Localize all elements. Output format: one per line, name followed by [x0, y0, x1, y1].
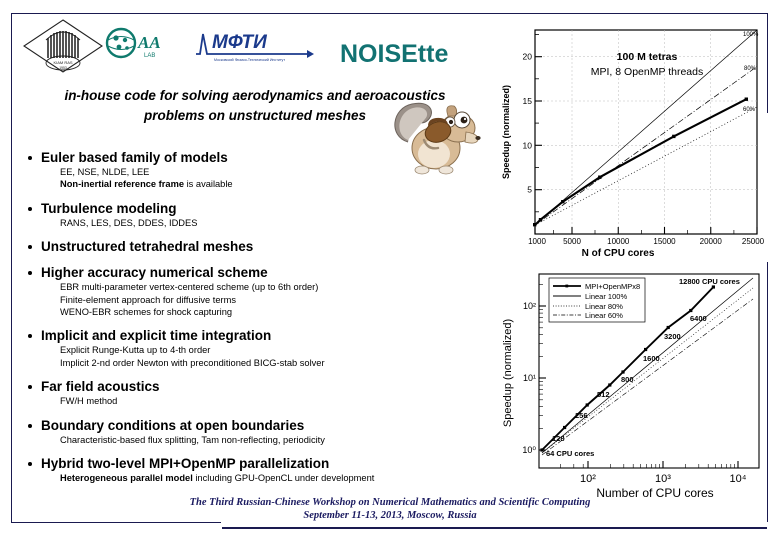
- y-tick-label: 10: [522, 140, 532, 151]
- legend-label: Linear 60%: [585, 311, 623, 320]
- point-label: 6400: [690, 314, 707, 323]
- list-item: [20, 200, 490, 229]
- bullet-subline: FW/H method: [60, 396, 118, 407]
- y-tick-label: 5: [527, 184, 532, 195]
- x-tick-label: 1000: [528, 237, 546, 246]
- frame-line-bottom-left: [11, 522, 221, 523]
- frame-line-bottom-right: [222, 527, 767, 529]
- kiam-logo: [22, 18, 104, 74]
- point-label: 256: [575, 411, 588, 420]
- y-tick-label: 10¹: [522, 373, 536, 383]
- bullet-heading-row: [20, 378, 490, 395]
- bullet-dot-icon: [28, 334, 32, 338]
- top-chart-ylabel: Speedup (normalized): [501, 84, 511, 180]
- bullet-heading: Higher accuracy numerical scheme: [41, 265, 268, 281]
- bullet-heading-row: [20, 200, 490, 217]
- bullet-heading: Euler based family of models: [41, 150, 228, 165]
- list-item: [20, 455, 490, 484]
- svg-text:МФТИ: МФТИ: [212, 32, 267, 53]
- bullet-subline: Finite-element approach for diffusive terms: [60, 294, 237, 305]
- point-label: 3200: [664, 332, 681, 341]
- annotation-80-percent: 80%: [744, 66, 757, 72]
- logo-bar: [16, 16, 296, 74]
- mipt-logo: [194, 24, 314, 66]
- bullet-subline: Implicit 2-nd order Newton with preconditioned BICG-stab solver: [60, 357, 325, 368]
- subtitle-line-1: in-house code for solving aerodynamics and aeroacoustics: [64, 88, 446, 103]
- footer-line-1: The Third Russian-Chinese Workshop on Numerical Mathematics and Scientific Computing: [189, 497, 591, 508]
- top-chart-subtitle: MPI, 8 OpenMP threads: [590, 66, 704, 78]
- bullet-subline-rest: including GPU-OpenСL under development: [192, 473, 375, 484]
- bottom-chart-xlabel: Number of CPU cores: [596, 486, 714, 500]
- subtitle-line-2: problems on unstructured meshes: [143, 108, 367, 123]
- bullet-subline: EE, NSE, NLDE, LEE: [60, 167, 150, 177]
- x-tick-label: 25000: [741, 237, 765, 246]
- bullet-subline: [60, 472, 490, 484]
- bullet-dot-icon: [28, 207, 32, 211]
- point-label: 128: [552, 434, 565, 443]
- point-label: 800: [621, 375, 634, 384]
- bullet-subline: Characteristic-based flux splitting, Tam non-reflecting, periodicity: [60, 434, 325, 445]
- x-tick-label: 15000: [653, 237, 676, 246]
- x-tick-label: 10000: [607, 237, 630, 246]
- feature-bullet-list: [20, 140, 490, 486]
- legend-label: MPI+OpenMPx8: [585, 282, 641, 291]
- bullet-dot-icon: [28, 385, 32, 389]
- bullet-subline-bold: Non-inertial reference frame: [60, 179, 185, 190]
- list-item: [20, 417, 490, 446]
- bullet-dot-icon: [28, 245, 32, 249]
- point-label: 1600: [643, 354, 660, 363]
- y-tick-label: 20: [522, 51, 532, 62]
- bullet-heading: Implicit and explicit time integration: [41, 328, 272, 344]
- point-label: 12800 CPU cores: [679, 277, 740, 286]
- bullet-heading: Turbulence modeling: [41, 200, 177, 216]
- list-item: [20, 378, 490, 407]
- bullet-heading: Unstructured tetrahedral meshes: [41, 239, 254, 255]
- legend-label: Linear 80%: [585, 302, 623, 311]
- annotation-100-percent: 100%: [743, 32, 759, 38]
- bullet-dot-icon: [28, 156, 32, 160]
- point-label: 512: [597, 390, 610, 399]
- bullet-dot-icon: [28, 271, 32, 275]
- list-item: [20, 264, 490, 318]
- bullet-heading-row: [20, 149, 490, 166]
- bullet-heading-row: [20, 417, 490, 434]
- footer: [0, 496, 780, 522]
- x-tick-label: 20000: [699, 237, 722, 246]
- bullet-subline: EBR multi-parameter vertex-centered scheme (up to 6th order): [60, 282, 319, 293]
- bullet-subline-rest: is available: [184, 179, 233, 190]
- bullet-heading-row: [20, 238, 490, 255]
- svg-text:AA: AA: [138, 33, 161, 52]
- svg-text:1953: 1953: [59, 66, 67, 70]
- bullet-dot-icon: [28, 424, 32, 428]
- y-tick-label: 10⁰: [522, 445, 536, 455]
- caa-lab-logo: [104, 24, 186, 64]
- bullet-subline: [60, 178, 490, 190]
- bullet-heading-row: [20, 264, 490, 281]
- y-tick-label: 10²: [522, 301, 536, 311]
- x-tick-label: 10⁴: [729, 473, 747, 485]
- footer-line-2: September 11-13, 2013, Moscow, Russia: [303, 510, 477, 521]
- mipt-caption: Московский Физико-Технический Институт: [214, 58, 285, 62]
- y-tick-label: 15: [522, 96, 532, 106]
- x-tick-label: 5000: [563, 237, 581, 246]
- top-chart-title: 100 M tetras: [616, 51, 678, 63]
- list-item: [20, 149, 490, 191]
- list-item: [20, 327, 490, 369]
- svg-text:LAB: LAB: [144, 53, 156, 59]
- x-tick-label: 10³: [655, 473, 671, 485]
- bullet-heading-row: [20, 455, 490, 472]
- bottom-speedup-chart: [497, 268, 772, 500]
- legend-label: Linear 100%: [585, 292, 628, 301]
- top-chart-xlabel: N of CPU cores: [581, 248, 655, 259]
- bullet-heading-row: [20, 327, 490, 344]
- bullet-subline: WENO-EBR schemes for shock capturing: [60, 307, 233, 318]
- bullet-subline-bold: Heterogeneous parallel model: [60, 473, 193, 484]
- bullet-heading: Far field acoustics: [41, 379, 160, 395]
- bullet-heading: Boundary conditions at open boundaries: [41, 417, 305, 433]
- annotation-60-percent: 60%: [743, 107, 756, 113]
- point-label: 64 CPU cores: [546, 449, 595, 458]
- page-title: NOISEtte: [340, 40, 449, 68]
- bullet-heading: Hybrid two-level MPI+OpenМP parallelization: [41, 456, 330, 472]
- svg-text:KIAM RAS: KIAM RAS: [53, 60, 73, 65]
- bottom-chart-ylabel: Speedup (normalized): [502, 318, 514, 428]
- list-item: [20, 238, 490, 255]
- x-tick-label: 10²: [580, 473, 596, 485]
- bullet-subline: Explicit Runge-Kutta up to 4-th order: [60, 345, 211, 356]
- bottom-chart-legend: [549, 278, 645, 322]
- bullet-dot-icon: [28, 462, 32, 466]
- top-speedup-chart: [497, 22, 772, 262]
- frame-line-top: [11, 13, 768, 14]
- bullet-subline: RANS, LES, DES, DDES, IDDES: [60, 217, 198, 228]
